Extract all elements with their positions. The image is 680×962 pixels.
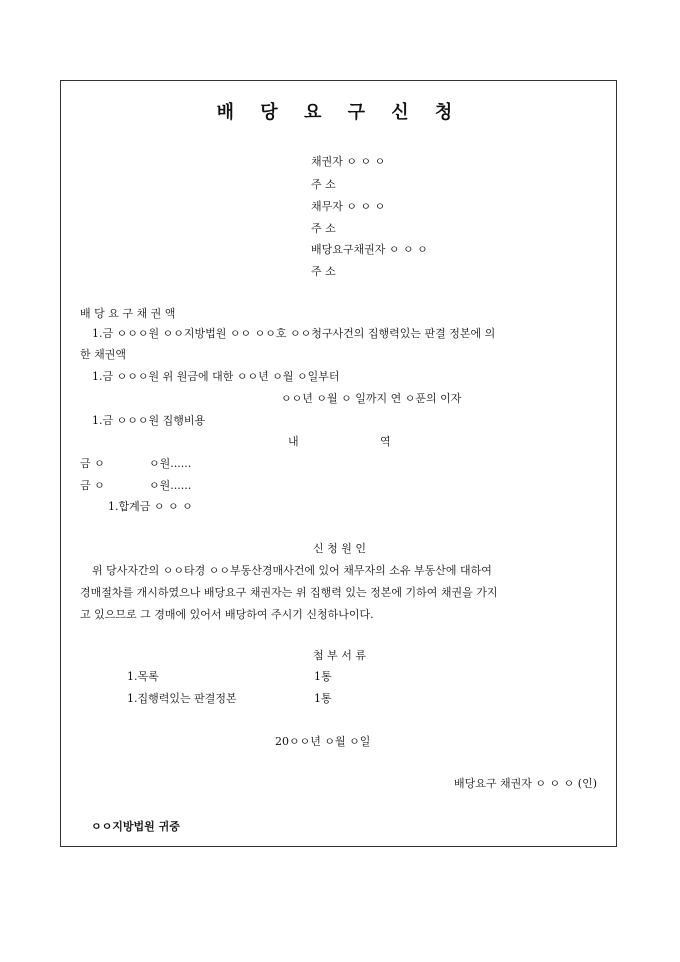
attachment-2-name: 1.집행력있는 판결정본 (127, 692, 237, 705)
breakdown-item-2-label: 금 ㅇ (80, 479, 105, 492)
attachment-1-count: 1통 (314, 670, 332, 683)
claim-line-1a: 1.금 ㅇㅇㅇ원 ㅇㅇ지방법원 ㅇㅇ ㅇㅇ호 ㅇㅇ청구사건의 집행력있는 판결 정본에 의 (92, 327, 496, 340)
reason-heading: 신 청 원 인 (313, 542, 366, 555)
claim-heading: 배 당 요 구 채 권 액 (80, 307, 176, 320)
debtor-name: 채무자 ㅇ ㅇ ㅇ (311, 200, 386, 213)
dividend-creditor-name: 배당요구채권자 ㅇ ㅇ ㅇ (311, 243, 428, 256)
reason-line-1: 위 당사자간의 ㅇㅇ타경 ㅇㅇ부동산경매사건에 있어 채무자의 소유 부동산에 대하여 (92, 564, 492, 577)
debtor-address: 주 소 (311, 222, 336, 235)
filing-date: 20ㅇㅇ년 ㅇ월 ㅇ일 (275, 735, 371, 748)
attachment-2-count: 1통 (314, 692, 332, 705)
signature-line: 배당요구 채권자 ㅇ ㅇ ㅇ (인) (454, 777, 597, 790)
dividend-creditor-address: 주 소 (311, 265, 336, 278)
breakdown-heading-right: 역 (380, 435, 391, 448)
claim-line-2b: ㅇㅇ년 ㅇ월 ㅇ 일까지 연 ㅇ푼의 이자 (281, 392, 462, 405)
breakdown-item-1-label: 금 ㅇ (80, 457, 105, 470)
breakdown-item-2-value: ㅇ원...... (149, 479, 192, 492)
claim-line-3: 1.금 ㅇㅇㅇ원 집행비용 (92, 414, 206, 427)
creditor-name: 채권자 ㅇ ㅇ ㅇ (311, 155, 386, 168)
breakdown-heading-left: 내 (288, 435, 299, 448)
document-frame (60, 80, 617, 847)
attachments-heading: 첨 부 서 류 (313, 649, 366, 662)
claim-line-2a: 1.금 ㅇㅇㅇ원 위 원금에 대한 ㅇㅇ년 ㅇ월 ㅇ일부터 (92, 370, 340, 383)
reason-line-2: 경매절차를 개시하였으나 배당요구 채권자는 위 집행력 있는 정본에 기하여 채권을 가지 (80, 586, 498, 599)
court-addressee: ㅇㅇ지방법원 귀중 (91, 820, 180, 833)
reason-line-3: 고 있으므로 그 경매에 있어서 배당하여 주시기 신청하나이다. (80, 608, 374, 621)
attachment-1-name: 1.목록 (127, 670, 159, 683)
claim-line-1b: 한 채권액 (80, 348, 127, 361)
breakdown-item-1-value: ㅇ원...... (149, 457, 192, 470)
document-title: 배 당 요 구 신 청 (216, 102, 463, 123)
creditor-address: 주 소 (311, 178, 336, 191)
breakdown-total: 1.합계금 ㅇ ㅇ ㅇ (108, 500, 193, 513)
